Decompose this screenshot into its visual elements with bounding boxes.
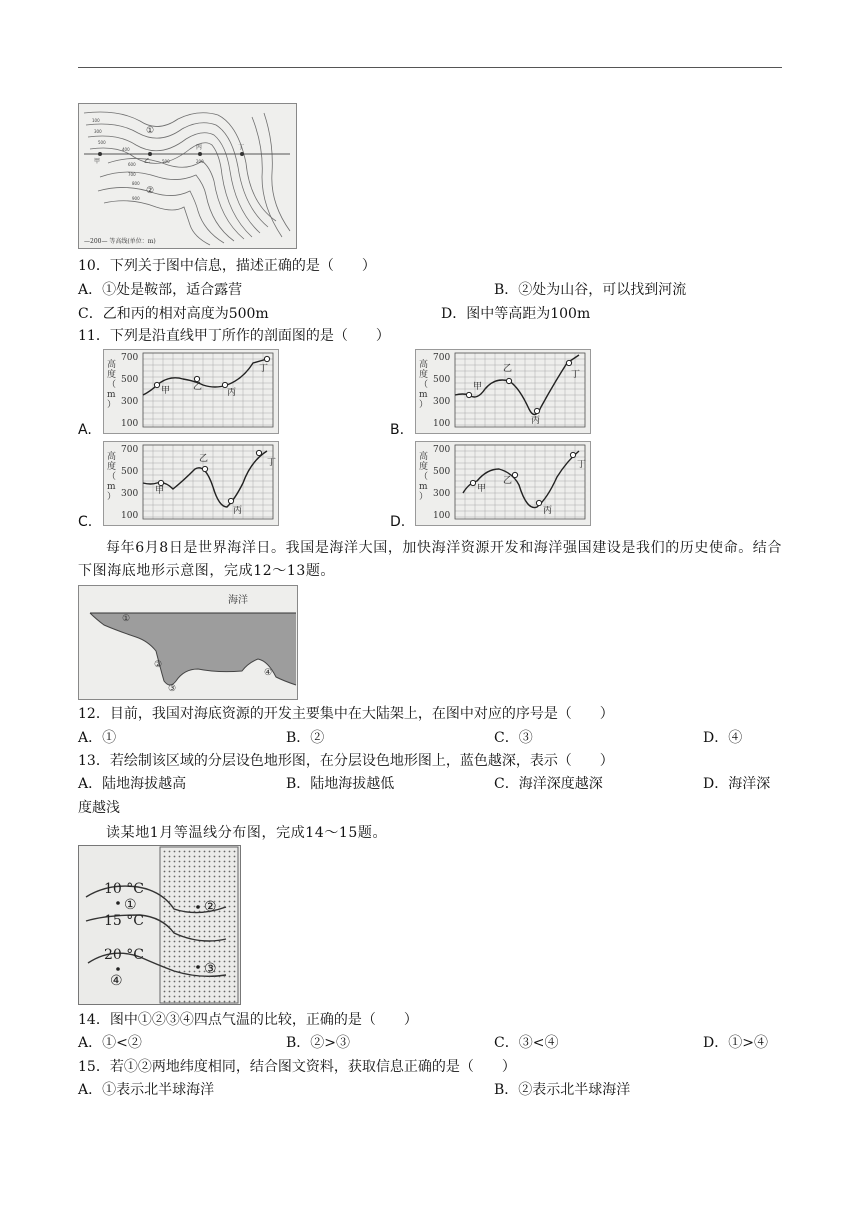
profile-point — [534, 408, 539, 413]
isotherm-figure — [78, 845, 241, 1005]
profile-point-label: 乙 — [193, 382, 203, 392]
profile-axis-label: m — [107, 482, 116, 492]
profile-tick-label: 100 — [433, 419, 451, 429]
q13-option-a[interactable]: A．陆地海拔越高 — [78, 776, 187, 792]
profile-point-label: 丙 — [531, 416, 541, 426]
profile-axis-label: 高 — [419, 452, 429, 462]
profile-axis-label: 度 — [107, 462, 117, 472]
profile-axis-label: 高 — [107, 452, 117, 462]
point-bing: 丙 — [196, 144, 203, 151]
profile-axis-label: m — [419, 390, 428, 400]
profile-axis-label: 高 — [107, 360, 117, 370]
q13-option-c[interactable]: C．海洋深度越深 — [494, 776, 603, 792]
profile-chart — [103, 349, 279, 434]
profile-point-label: 丁 — [267, 458, 277, 468]
q13-option-d[interactable]: D．海洋深 — [703, 776, 771, 792]
svg-text:500: 500 — [162, 159, 170, 164]
profile-chart — [415, 441, 591, 526]
profile-point-label: 丙 — [543, 506, 553, 516]
profile-tick-label: 700 — [433, 353, 451, 363]
profile-point-label: 甲 — [161, 386, 171, 396]
svg-text:300: 300 — [94, 129, 102, 134]
profile-point — [566, 360, 571, 365]
profile-point-label: 丁 — [571, 370, 581, 380]
profile-axis-label: ） — [107, 492, 117, 502]
profile-point — [228, 498, 233, 503]
isotherm-10: 10 °C — [104, 881, 144, 897]
intro-14-15: 读某地1月等温线分布图，完成14～15题。 — [106, 825, 388, 841]
iso-mark-4: ④ — [110, 973, 123, 989]
profile-axis-label: （ — [107, 472, 117, 482]
svg-text:700: 700 — [128, 172, 136, 177]
point-ding: 丁 — [238, 144, 245, 151]
profile-axis-label: m — [107, 390, 116, 400]
q14-option-d[interactable]: D．①>④ — [703, 1035, 768, 1051]
profile-point — [256, 450, 261, 455]
ocean-mark-3: ③ — [168, 684, 177, 694]
profile-point-label: 甲 — [477, 484, 487, 494]
profile-point — [570, 452, 575, 457]
svg-text:800: 800 — [132, 181, 140, 186]
contour-map — [78, 103, 297, 249]
q12-stem: 12．目前，我国对海底资源的开发主要集中在大陆架上，在图中对应的序号是（ ） — [78, 706, 614, 722]
profile-axis-label: m — [419, 482, 428, 492]
profile-tick-label: 300 — [121, 489, 139, 499]
isotherm-map — [78, 845, 241, 1005]
profile-point — [154, 382, 159, 387]
q14-option-a[interactable]: A．①<② — [78, 1035, 142, 1051]
profile-axis-label: 高 — [419, 360, 429, 370]
profile-point — [158, 480, 163, 485]
profile-tick-label: 300 — [121, 397, 139, 407]
q14-option-c[interactable]: C．③<④ — [494, 1035, 559, 1051]
profile-chart — [415, 349, 591, 434]
q10-option-d[interactable]: D．图中等高距为100m — [441, 306, 591, 322]
q11-option-c[interactable]: C. — [78, 514, 93, 530]
iso-mark-2: ② — [204, 899, 217, 915]
q10-stem: 10．下列关于图中信息，描述正确的是（ ） — [78, 258, 376, 274]
q11-stem: 11．下列是沿直线甲丁所作的剖面图的是（ ） — [78, 328, 390, 344]
profile-axis-label: （ — [419, 472, 429, 482]
q12-option-d[interactable]: D．④ — [703, 730, 743, 746]
q10-option-a[interactable]: A．①处是鞍部，适合露营 — [78, 282, 243, 298]
isotherm-20: 20 °C — [104, 947, 144, 963]
profile-point-label: 丁 — [259, 364, 269, 374]
profile-axis-label: ） — [419, 400, 429, 410]
point-jia: 甲 — [94, 158, 101, 165]
contour-mark-2: ② — [146, 186, 155, 196]
profile-point-label: 丁 — [577, 460, 587, 470]
profile-axis-label: 度 — [419, 370, 429, 380]
profile-point — [536, 500, 541, 505]
ocean-mark-4: ④ — [264, 668, 273, 678]
q13-option-d-wrap: 度越浅 — [78, 800, 120, 816]
profile-axis-label: （ — [419, 380, 429, 390]
profile-tick-label: 100 — [121, 511, 139, 521]
q10-option-c[interactable]: C．乙和丙的相对高度为500m — [78, 306, 269, 322]
profile-axis-label: （ — [107, 380, 117, 390]
iso-mark-1: ① — [124, 897, 137, 913]
isotherm-15: 15 °C — [104, 913, 144, 929]
q15-option-b[interactable]: B．②表示北半球海洋 — [494, 1082, 631, 1098]
contour-mark-1: ① — [146, 126, 155, 136]
q13-stem: 13．若绘制该区域的分层设色地形图，在分层设色地形图上，蓝色越深，表示（ ） — [78, 753, 614, 769]
profile-point — [466, 392, 471, 397]
q13-option-b[interactable]: B．陆地海拔越低 — [286, 776, 395, 792]
profile-point — [194, 376, 199, 381]
ocean-mark-2: ② — [154, 660, 163, 670]
svg-text:900: 900 — [132, 196, 140, 201]
q10-option-b[interactable]: B．②处为山谷，可以找到河流 — [494, 282, 687, 298]
profile-axis-label: 度 — [419, 462, 429, 472]
profile-tick-label: 700 — [121, 353, 139, 363]
q11-option-b[interactable]: B. — [390, 422, 405, 438]
profile-point-label: 丙 — [233, 506, 243, 516]
svg-text:200: 200 — [196, 159, 204, 164]
ocean-floor-figure — [78, 585, 298, 700]
profile-point — [506, 378, 511, 383]
profile-tick-label: 500 — [433, 375, 451, 385]
profile-tick-label: 700 — [121, 445, 139, 455]
profile-tick-label: 500 — [121, 467, 139, 477]
q14-stem: 14．图中①②③④四点气温的比较，正确的是（ ） — [78, 1012, 418, 1028]
profile-axis-label: 度 — [107, 370, 117, 380]
q15-stem: 15．若①②两地纬度相同，结合图文资料，获取信息正确的是（ ） — [78, 1059, 516, 1075]
profile-tick-label: 500 — [433, 467, 451, 477]
svg-text:600: 600 — [128, 162, 136, 167]
profile-point — [470, 480, 475, 485]
profile-d — [415, 441, 591, 526]
profile-tick-label: 300 — [433, 397, 451, 407]
profile-chart — [103, 441, 279, 526]
q11-option-d[interactable]: D. — [390, 514, 406, 530]
profile-tick-label: 300 — [433, 489, 451, 499]
q12-option-b[interactable]: B．② — [286, 730, 325, 746]
profile-tick-label: 500 — [121, 375, 139, 385]
profile-point-label: 甲 — [473, 382, 483, 392]
profile-point — [202, 466, 207, 471]
ocean-mark-1: ① — [122, 614, 131, 624]
ocean-label: 海洋 — [228, 595, 248, 606]
iso-mark-3: ③ — [204, 961, 217, 977]
svg-text:100: 100 — [92, 118, 100, 123]
ocean-floor-diagram — [78, 585, 298, 700]
contour-map-figure — [78, 103, 297, 249]
header-rule — [78, 67, 782, 68]
profile-point — [512, 472, 517, 477]
profile-point-label: 乙 — [199, 454, 209, 464]
profile-tick-label: 100 — [121, 419, 139, 429]
q14-option-b[interactable]: B．②>③ — [286, 1035, 351, 1051]
q12-option-a[interactable]: A．① — [78, 730, 117, 746]
profile-point — [222, 382, 227, 387]
profile-tick-label: 100 — [433, 511, 451, 521]
profile-tick-label: 700 — [433, 445, 451, 455]
svg-text:400: 400 — [122, 147, 130, 152]
q12-option-c[interactable]: C．③ — [494, 730, 533, 746]
svg-text:500: 500 — [98, 140, 106, 145]
profile-point — [264, 356, 269, 361]
profile-point-label: 乙 — [503, 364, 513, 374]
profile-point-label: 甲 — [155, 486, 165, 496]
q15-option-a[interactable]: A．①表示北半球海洋 — [78, 1082, 215, 1098]
profile-point-label: 乙 — [503, 476, 513, 486]
profile-point-label: 丙 — [227, 388, 237, 398]
point-yi: 乙 — [144, 158, 151, 165]
profile-b — [415, 349, 591, 434]
profile-a — [103, 349, 279, 434]
profile-axis-label: ） — [419, 492, 429, 502]
profile-axis-label: ） — [107, 400, 117, 410]
q11-option-a[interactable]: A. — [78, 422, 92, 438]
contour-legend: —200— 等高线(单位：m) — [84, 238, 156, 245]
profile-c — [103, 441, 279, 526]
intro-12-13: 每年6月8日是世界海洋日。我国是海洋大国，加快海洋资源开发和海洋强国建设是我们的历史使命。结合下图海底地形示意图，完成12～13题。 — [78, 540, 783, 579]
